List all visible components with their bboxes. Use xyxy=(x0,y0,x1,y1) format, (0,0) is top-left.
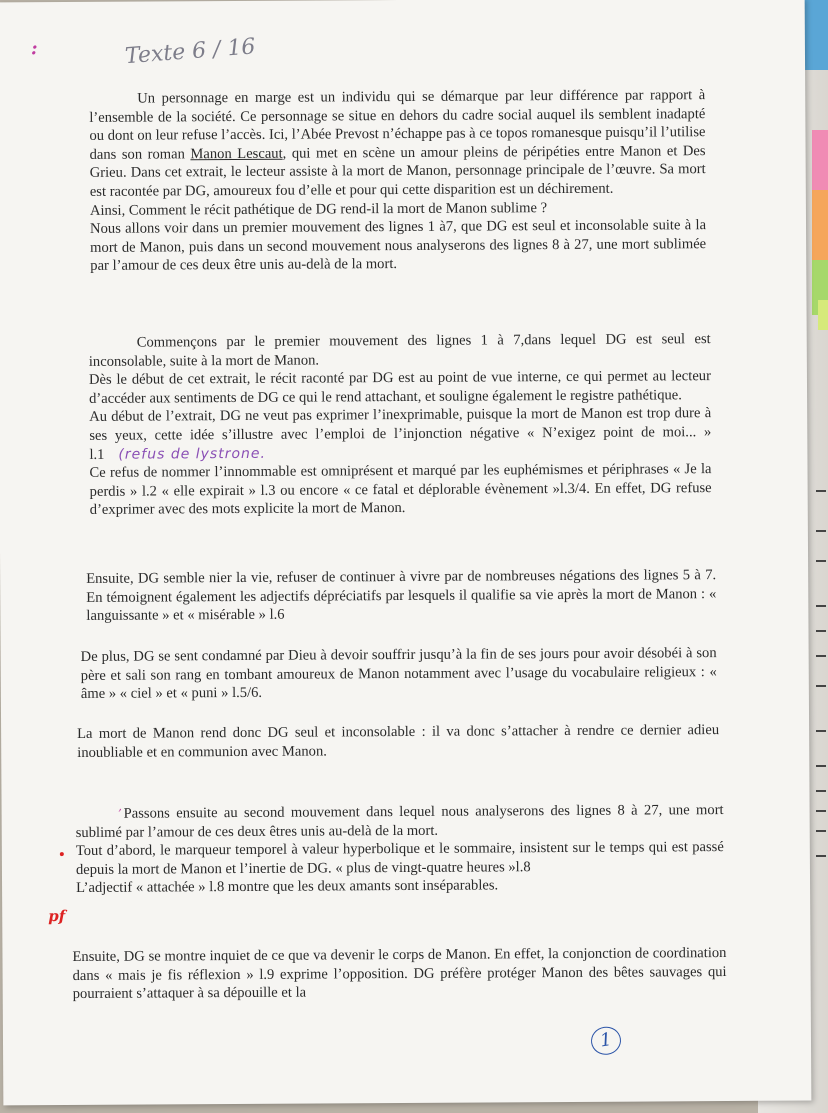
margin-caret: ʼ xyxy=(117,806,122,821)
intro-paragraph-1: Un personnage en marge est un individu qui se démarque par leur différence par rapport à l’ensemble de la société. Ce personnage se situe en dehors du cadre social auquel ils semblent inadapté ou dont on leur refuse l’accès. Ici, l’Abée Prevost n’échappe pas à ce topos romanesque puisqu’il l’utilise dans son roman Manon Lescaut, qui met en scène un amour pleins de péripéties entre Manon et Des Grieu. Dans cet extrait, le lecteur assiste à la mort de Manon, personnage principale de l’œuvre. Sa mort est racontée par DG, amoureux fou d’elle et pour qui cette disparition est un déchirement. xyxy=(89,87,706,200)
sticky-tab-orange xyxy=(812,190,828,260)
sticky-tab-pink xyxy=(812,130,828,190)
book-title: Manon Lescaut xyxy=(190,145,283,163)
movement-1-intro: Commençons par le premier mouvement des lignes 1 à 7,dans lequel DG est seul est inconsolable, suite à la mort de Manon. xyxy=(88,331,711,370)
movement-2-intro: Passons ensuite au second mouvement dans lequel nous analyserons des lignes 8 à 27, une mort sublimé par l’amour de ces deux êtres unis au-delà de la mort. xyxy=(75,802,724,841)
intro-problematic: Ainsi, Comment le récit pathétique de DG rend-il la mort de Manon sublime ? xyxy=(89,199,548,219)
movement-1-paragraph-2: Dès le début de cet extrait, le récit raconté par DG est au point de vue interne, ce qui permet au lecteur d’accéder aux sentiments de DG ce qui le rend attachant, et souligne également le registre pathétique. xyxy=(88,368,711,407)
handwritten-title: Texte 6 / 16 xyxy=(124,34,257,70)
movement-1-conclusion-block xyxy=(77,721,719,762)
movement-2-part-a xyxy=(76,801,725,898)
movement-1-paragraph-3: Au début de l’extrait, DG ne veut pas exprimer l’inexprimable, puisque la mort de Manon est trop dure à ses yeux, cette idée s’illustre avec l’emploi de l’injonction négative « N’exigez point de moi... » l.1 (refus de lystrone. xyxy=(89,405,712,463)
margin-correction-mark: pf xyxy=(48,907,66,926)
movement-1-part-b xyxy=(86,566,716,626)
movement-2-paragraph-4: Ensuite, DG se montre inquiet de ce que va devenir le corps de Manon. En effet, la conjonction de coordination dans « mais je fis réflexion » l.9 exprime l’opposition. DG préfère protéger Manon des bêtes sauvages qui pourraient s’attaquer à sa dépouille et la xyxy=(72,945,727,1003)
page-number: 1 xyxy=(589,1025,623,1057)
movement-1-paragraph-5: Ensuite, DG semble nier la vie, refuser de continuer à vivre par de nombreuses négations des lignes 5 à 7. En témoignent également les adjectifs dépréciatifs par lesquels il qualifie sa vie après la mort de Manon : « languissante » et « misérable » l.6 xyxy=(86,567,717,625)
movement-2-part-b xyxy=(72,944,726,1004)
movement-1-part-a xyxy=(89,330,712,520)
movement-2-paragraph-3: L’adjectif « attachée » l.8 montre que les deux amants sont inséparables. xyxy=(76,877,499,897)
red-bullet-mark xyxy=(60,852,64,856)
handwritten-annotation: (refus de lystrone. xyxy=(118,445,267,463)
movement-1-part-c xyxy=(81,644,717,704)
sticky-tab-lime xyxy=(818,300,828,330)
movement-1-paragraph-4: Ce refus de nommer l’innommable est omniprésent et marqué par les euphémismes et périphrases « Je la perdis » l.2 « elle expirait » l.3 ou encore « ce fatal et déplorable évènement »l.3/4. En effet, DG refuse d’exprimer avec des mots explicite la mort de Manon. xyxy=(89,461,712,519)
movement-1-paragraph-6: De plus, DG se sent condamné par Dieu à devoir souffrir jusqu’à la fin de ses jours pour avoir désobéi à son père et sali son rang en tombant amoureux de Manon notamment avec l’usage du vocabulaire religieux : « âme » « ciel » et « puni » l.5/6. xyxy=(80,645,717,703)
intro-plan: Nous allons voir dans un premier mouvement des lignes 1 à7, que DG est seul et inconsolable suite à la mort de Manon, puis dans un second mouvement nous analyserons des lignes 8 à 27, une mort sublimée par l’amour de ces deux être unis au-delà de la mort. xyxy=(89,217,707,275)
movement-2-paragraph-2: Tout d’abord, le marqueur temporel à valeur hyperbolique et le sommaire, insistent sur le temps qui est passé depuis la mort de Manon et l’inertie de DG. « plus de vingt-quatre heures »l.8 xyxy=(75,839,724,878)
introduction xyxy=(89,86,706,276)
movement-1-conclusion: La mort de Manon rend donc DG seul et inconsolable : il va donc s’attacher à rendre ce dernier adieu inoubliable et en communion avec Manon. xyxy=(77,722,720,761)
margin-mark: : xyxy=(30,38,36,60)
